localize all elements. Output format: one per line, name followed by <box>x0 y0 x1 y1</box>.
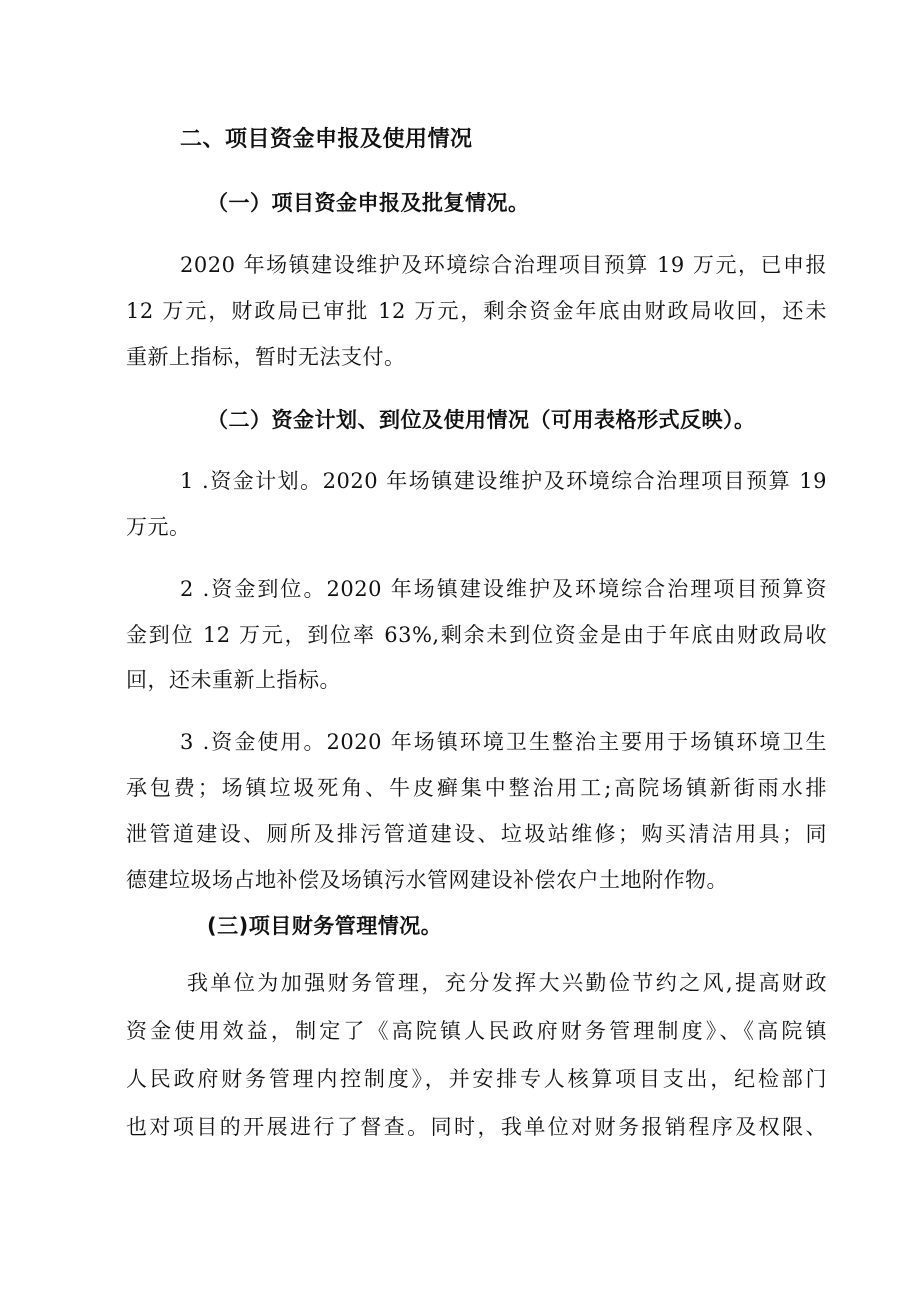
subsection-1-line-2: 12 万元，财政局已审批 12 万元，剩余资金年底由财政局收回，还未 <box>126 299 827 323</box>
subsection-2-title: （二）资金计划、到位及使用情况（可用表格形式反映）。 <box>207 408 756 432</box>
item-2-line-3: 回，还未重新上指标。 <box>126 668 341 692</box>
subsection-1-title: （一）项目资金申报及批复情况。 <box>207 191 530 215</box>
item-1-line-2: 万元。 <box>126 515 191 539</box>
subsection-3-line-4: 也对项目的开展进行了督查。同时，我单位对财务报销程序及权限、 <box>126 1115 827 1139</box>
item-3-line-4: 德建垃圾场占地补偿及场镇污水管网建设补偿农户土地附作物。 <box>126 868 728 892</box>
section-heading: 二、项目资金申报及使用情况 <box>180 127 473 152</box>
item-1-line-1: 1 .资金计划。2020 年场镇建设维护及环境综合治理项目预算 19 <box>180 469 827 493</box>
item-3-line-2: 承包费；场镇垃圾死角、牛皮癣集中整治用工;高院场镇新街雨水排 <box>126 776 827 800</box>
item-2-line-2: 金到位 12 万元，到位率 63%,剩余未到位资金是由于年底由财政局收 <box>126 623 827 647</box>
subsection-3-title: (三)项目财务管理情况。 <box>207 914 443 938</box>
subsection-3-line-3: 人民政府财务管理内控制度》，并安排专人核算项目支出，纪检部门 <box>126 1067 827 1091</box>
subsection-3-line-1: 我单位为加强财务管理，充分发挥大兴勤俭节约之风,提高财政 <box>187 971 827 995</box>
item-3-line-3: 泄管道建设、厕所及排污管道建设、垃圾站维修；购买清洁用具；同 <box>126 822 827 846</box>
subsection-1-line-3: 重新上指标，暂时无法支付。 <box>126 345 406 369</box>
subsection-3-line-2: 资金使用效益，制定了《高院镇人民政府财务管理制度》、《高院镇 <box>126 1019 827 1043</box>
subsection-1-line-1: 2020 年场镇建设维护及环境综合治理项目预算 19 万元，已申报 <box>180 253 827 277</box>
item-2-line-1: 2 .资金到位。2020 年场镇建设维护及环境综合治理项目预算资 <box>180 577 827 601</box>
item-3-line-1: 3 .资金使用。2020 年场镇环境卫生整治主要用于场镇环境卫生 <box>180 730 827 754</box>
